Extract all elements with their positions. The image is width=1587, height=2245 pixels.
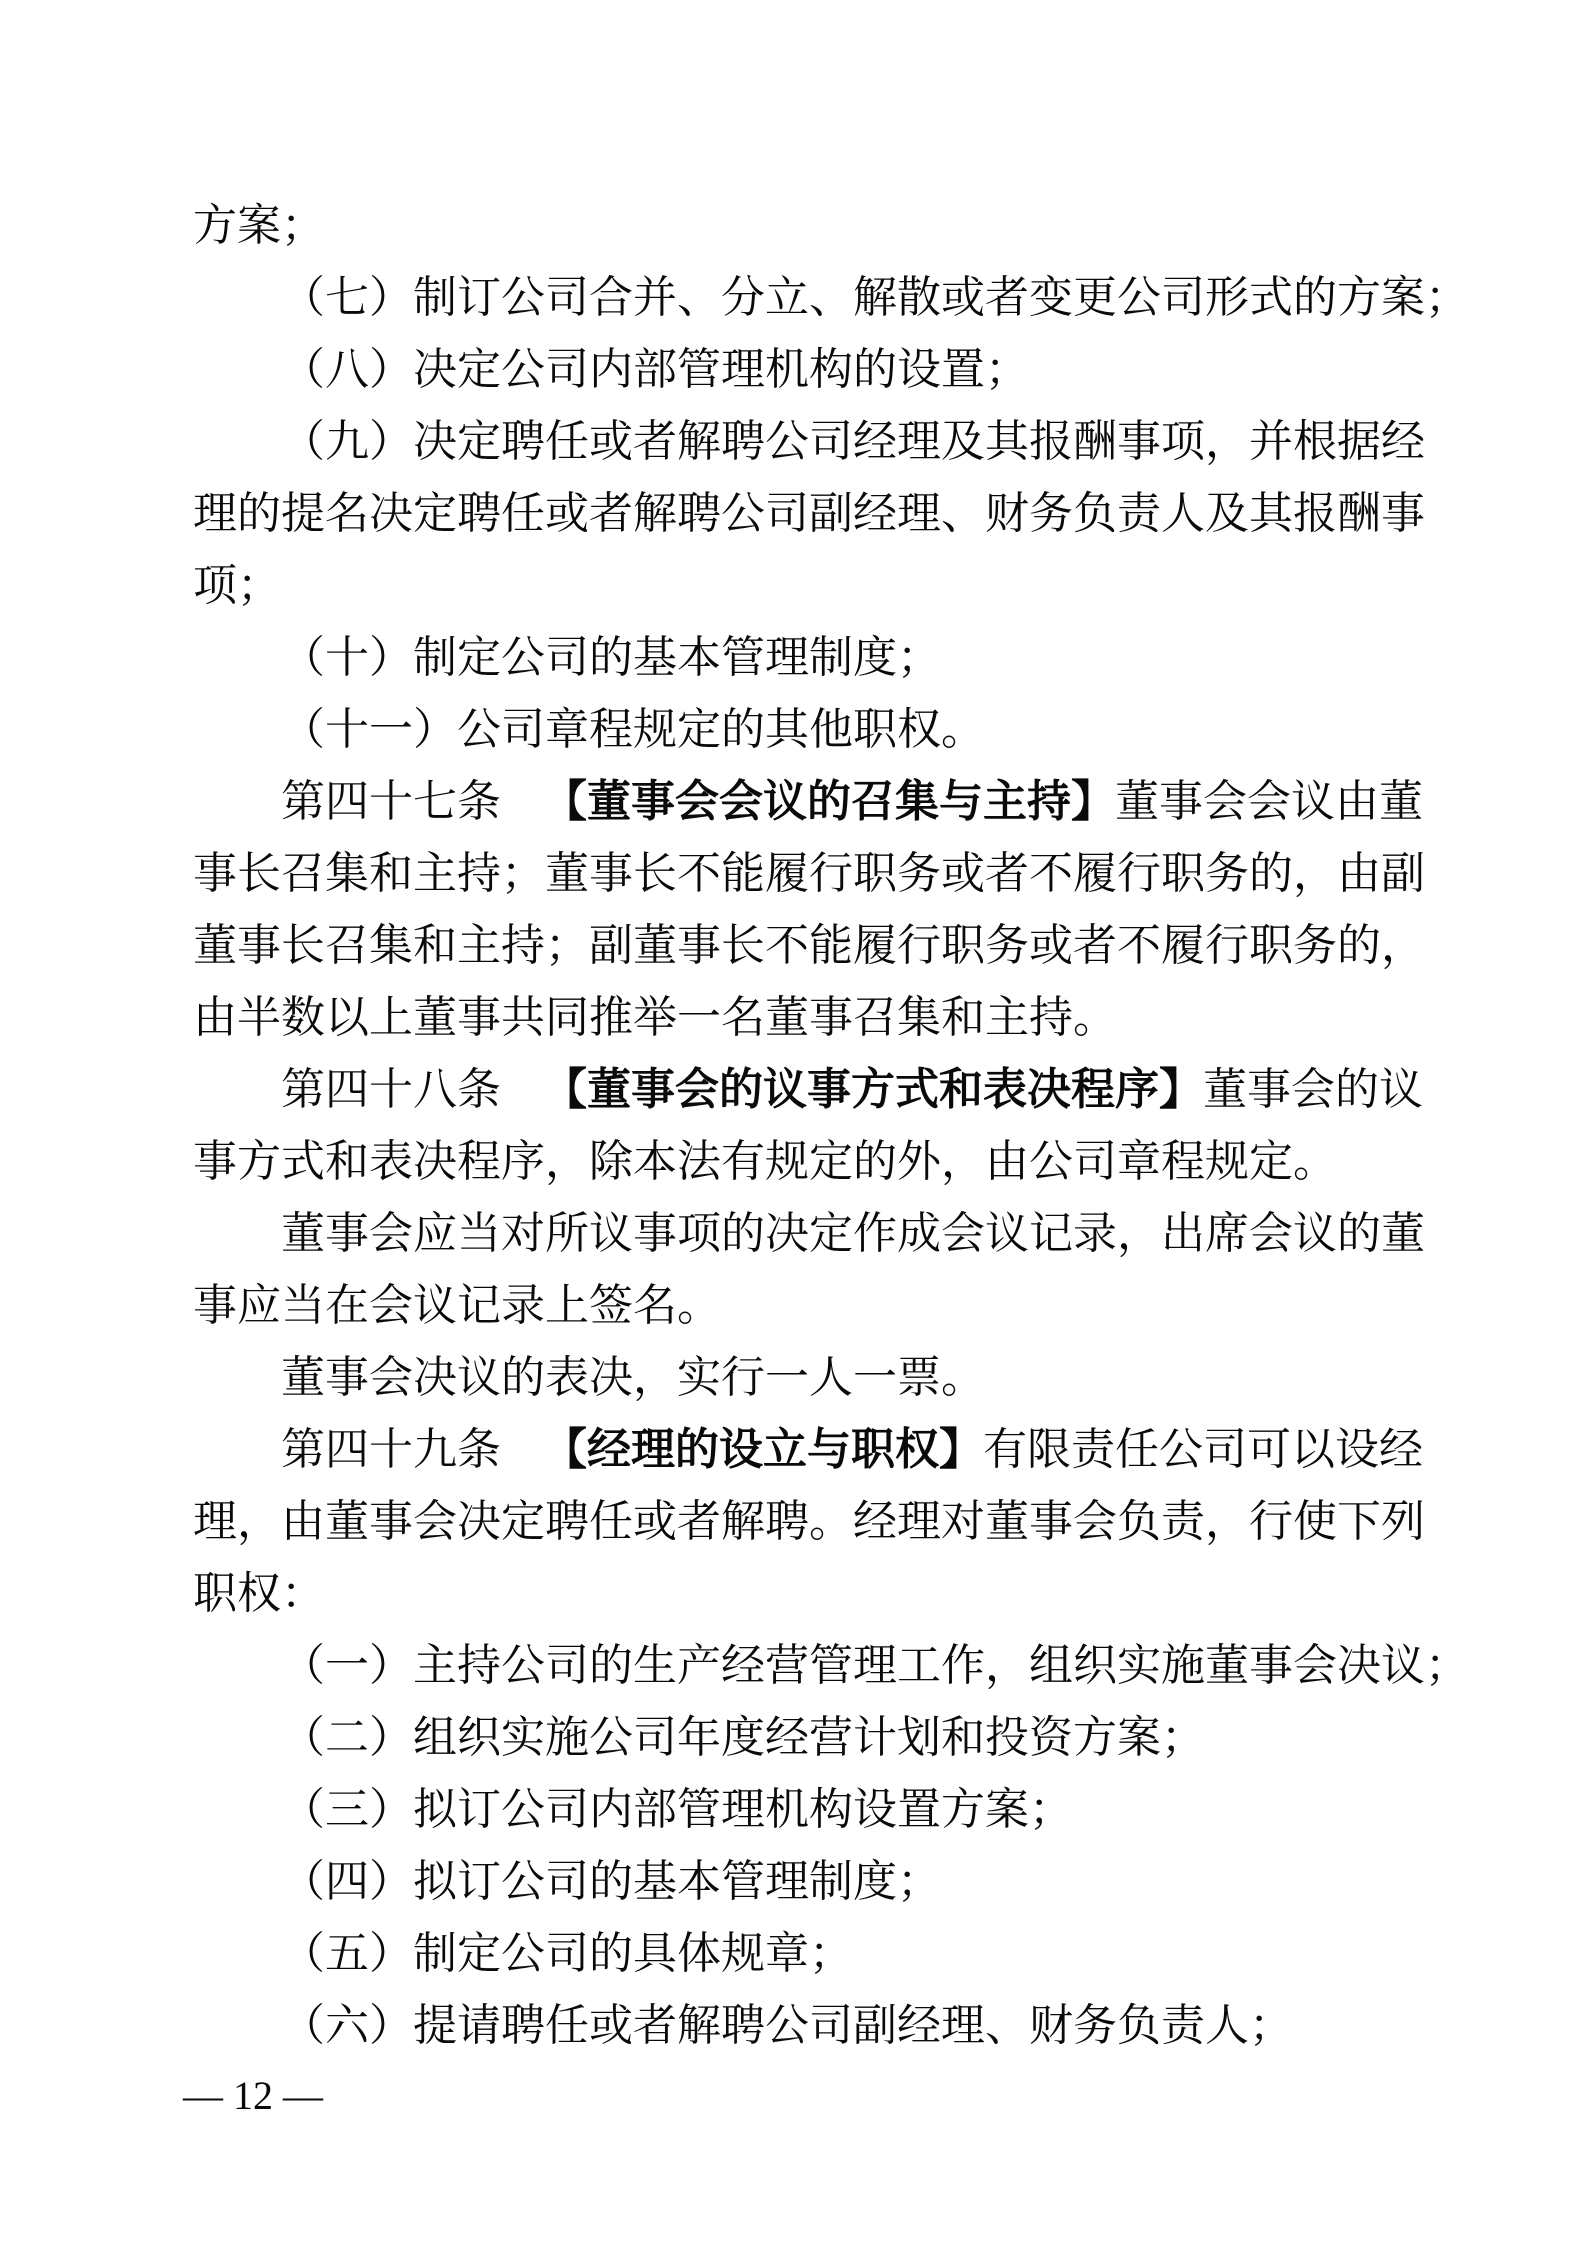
text-line: 理的提名决定聘任或者解聘公司副经理、财务负责人及其报酬事	[193, 489, 1425, 538]
text-line: 理，由董事会决定聘任或者解聘。经理对董事会负责，行使下列	[193, 1497, 1425, 1546]
text-line: （二）组织实施公司年度经营计划和投资方案；	[281, 1713, 1205, 1762]
text-line: （七）制订公司合并、分立、解散或者变更公司形式的方案；	[281, 273, 1469, 322]
article-title: 【董事会会议的召集与主持】	[543, 777, 1115, 826]
article-title: 【董事会的议事方式和表决程序】	[543, 1065, 1203, 1114]
text-line: （六）提请聘任或者解聘公司副经理、财务负责人；	[281, 2001, 1293, 2050]
article-heading-line	[193, 766, 1423, 838]
text-line: 董事会应当对所议事项的决定作成会议记录，出席会议的董	[281, 1209, 1425, 1258]
text-line: 事应当在会议记录上签名。	[193, 1281, 721, 1330]
text-line: 董事会决议的表决，实行一人一票。	[281, 1353, 985, 1402]
text-line: 事方式和表决程序，除本法有规定的外，由公司章程规定。	[193, 1137, 1337, 1186]
text-line: （十）制定公司的基本管理制度；	[281, 633, 941, 682]
text-line: 职权：	[193, 1569, 325, 1618]
text-line: 事长召集和主持；董事长不能履行职务或者不履行职务的，由副	[193, 849, 1425, 898]
article-number: 第四十八条	[281, 1065, 501, 1114]
article-title: 【经理的设立与职权】	[543, 1425, 983, 1474]
article-number: 第四十九条	[281, 1425, 501, 1474]
article-text: 有限责任公司可以设经	[983, 1425, 1423, 1474]
article-number: 第四十七条	[281, 777, 501, 826]
text-line: （四）拟订公司的基本管理制度；	[281, 1857, 941, 1906]
text-line: （十一）公司章程规定的其他职权。	[281, 705, 985, 754]
document-body	[193, 190, 1469, 2062]
page-footer	[183, 2072, 323, 2120]
article-heading-line	[193, 1414, 1423, 1486]
text-line: （五）制定公司的具体规章；	[281, 1929, 853, 1978]
text-line: 由半数以上董事共同推举一名董事召集和主持。	[193, 993, 1117, 1042]
text-line: 方案；	[193, 201, 325, 250]
text-line: （八）决定公司内部管理机构的设置；	[281, 345, 1029, 394]
article-text: 董事会会议由董	[1115, 777, 1423, 826]
text-line: （一）主持公司的生产经营管理工作，组织实施董事会决议；	[281, 1641, 1469, 1690]
page-number: — 12 —	[183, 2073, 323, 2118]
text-line: 项；	[193, 561, 281, 610]
article-heading-line	[193, 1054, 1423, 1126]
text-line: （九）决定聘任或者解聘公司经理及其报酬事项，并根据经	[281, 417, 1425, 466]
article-text: 董事会的议	[1203, 1065, 1423, 1114]
text-line: 董事长召集和主持；副董事长不能履行职务或者不履行职务的，	[193, 921, 1425, 970]
text-line: （三）拟订公司内部管理机构设置方案；	[281, 1785, 1073, 1834]
